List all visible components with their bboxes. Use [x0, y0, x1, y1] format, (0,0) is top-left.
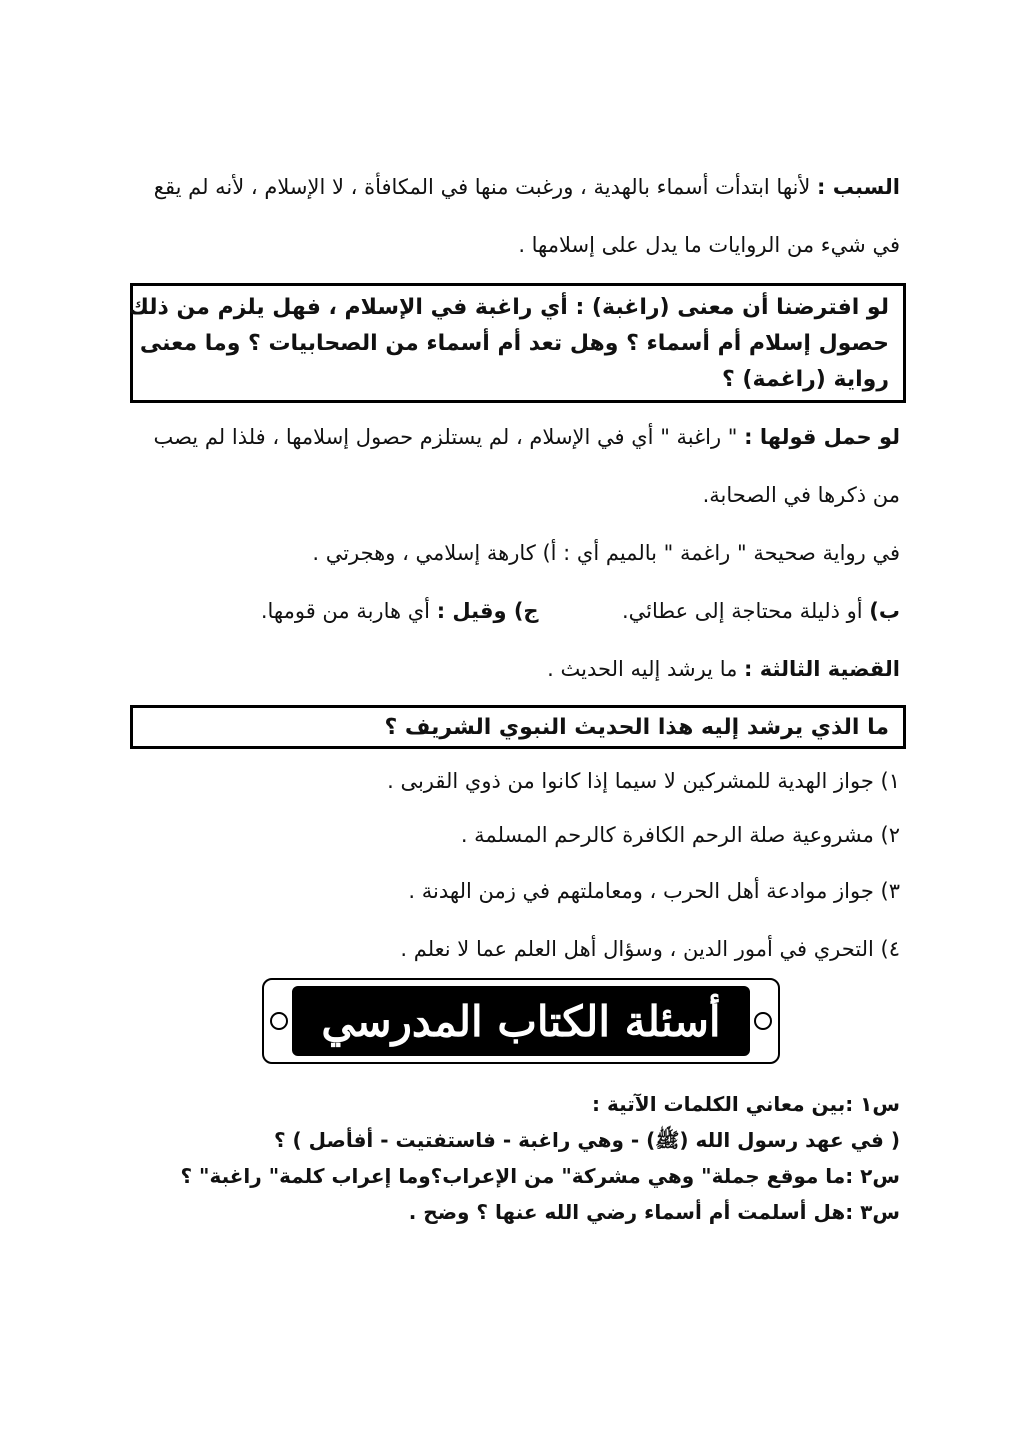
version-line: في رواية صحيحة " راغمة " بالميم أي : أ) كارهة إسلامي ، وهجرتي . [312, 541, 900, 565]
question-2: س٢ :ما موقع جملة" وهي مشركة" من الإعراب؟وما إعراب كلمة" راغبة" ؟ [180, 1164, 900, 1188]
question-1: س١ :بين معاني الكلمات الآتية : [592, 1092, 900, 1116]
cause-line-2: في شيء من الروايات ما يدل على إسلامها . [518, 233, 900, 257]
answer-line-2: من ذكرها في الصحابة. [702, 483, 900, 507]
point-4: ٤) التحري في أمور الدين ، وسؤال أهل العلم عما لا نعلم . [400, 937, 900, 961]
point-1: ١) جواز الهدية للمشركين لا سيما إذا كانوا من ذوي القربى . [387, 769, 900, 793]
point-3: ٣) جواز موادعة أهل الحرب ، ومعاملتهم في زمن الهدنة . [408, 879, 900, 903]
banner-ornament-left-icon [270, 1012, 288, 1030]
cause-line-1 [124, 170, 900, 204]
question-box-1-line-3: رواية (راغمة) ؟ [722, 367, 889, 392]
issue-3-text: ما يرشد إليه الحديث . [547, 657, 738, 681]
question-box-1 [130, 283, 906, 403]
version-options-line [124, 594, 900, 628]
banner-ornament-right-icon [754, 1012, 772, 1030]
textbook-questions-banner [262, 978, 780, 1064]
answer-line-1 [124, 420, 900, 454]
question-box-1-line-1: لو افترضنا أن معنى (راغبة) : أي راغبة في الإسلام ، فهل يلزم من ذلك [128, 295, 889, 320]
option-c-label: ج) وقيل : [436, 599, 539, 623]
cause-text-1: لأنها ابتدأت أسماء بالهدية ، ورغبت منها في المكافأة ، لا الإسلام ، لأنه لم يقع [153, 175, 811, 199]
option-b-label: ب) [869, 599, 900, 623]
option-c-text: أي هاربة من قومها. [260, 599, 430, 623]
answer-label: لو حمل قولها : [744, 425, 900, 449]
banner-title: أسئلة الكتاب المدرسي [321, 996, 721, 1046]
issue-3-line [124, 652, 900, 686]
option-b-text: أو ذليلة محتاجة إلى عطائي. [621, 599, 863, 623]
issue-3-label: القضية الثالثة : [744, 657, 900, 681]
question-box-2: ما الذي يرشد إليه هذا الحديث النبوي الشريف ؟ [130, 705, 906, 749]
question-1-words: ( في عهد رسول الله (ﷺ) - وهي راغبة - فاستفتيت - أفأصل ) ؟ [273, 1128, 900, 1152]
answer-text-1: " راغبة " أي في الإسلام ، لم يستلزم حصول إسلامها ، فلذا لم يصب [153, 425, 738, 449]
question-box-1-line-2: حصول إسلام أم أسماء ؟ وهل تعد أم أسماء من الصحابيات ؟ وما معنى [139, 331, 889, 356]
point-2: ٢) مشروعية صلة الرحم الكافرة كالرحم المسلمة . [460, 823, 900, 847]
question-3: س٣ :هل أسلمت أم أسماء رضي الله عنها ؟ وضح . [408, 1200, 900, 1224]
cause-label: السبب : [817, 175, 900, 199]
